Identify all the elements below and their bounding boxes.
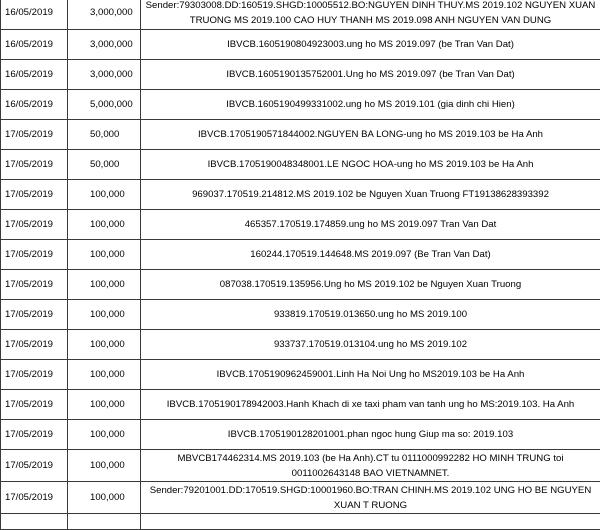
description-cell: Sender:79201001.DD:170519.SHGD:10001960.BO:TRAN CHINH.MS 2019.102 UNG HO BE NGUYEN XUAN T RUONG [141, 482, 600, 514]
table-row [1, 514, 600, 530]
description-cell: IBVCB.1705190048348001.LE NGOC HOA-ung ho MS 2019.103 be Ha Anh [141, 150, 600, 180]
description-cell: 969037.170519.214812.MS 2019.102 be Nguyen Xuan Truong FT19138628393392 [141, 180, 600, 210]
description-cell: 933819.170519.013650.ung ho MS 2019.100 [141, 300, 600, 330]
table-row [1, 150, 600, 180]
date-cell: 17/05/2019 [1, 420, 68, 450]
table-row [1, 180, 600, 210]
amount-cell: 3,000,000 [68, 60, 141, 90]
date-cell: 16/05/2019 [1, 30, 68, 60]
amount-cell: 100,000 [68, 300, 141, 330]
date-cell: 17/05/2019 [1, 270, 68, 300]
amount-cell: 100,000 [68, 180, 141, 210]
date-cell: 16/05/2019 [1, 90, 68, 120]
table-row [1, 60, 600, 90]
description-cell: IBVCB.1605190135752001.Ung ho MS 2019.097 (be Tran Van Dat) [141, 60, 600, 90]
date-cell: 17/05/2019 [1, 150, 68, 180]
description-cell: IBVCB.1605190804923003.ung ho MS 2019.097 (be Tran Van Dat) [141, 30, 600, 60]
amount-cell: 50,000 [68, 150, 141, 180]
date-cell: 17/05/2019 [1, 120, 68, 150]
description-cell: Sender:79303008.DD:160519.SHGD:10005512.BO:NGUYEN DINH THUY.MS 2019.102 NGUYEN XUAN TRUONG MS 2019.100 CAO HUY THANH MS 2019.098 ANH NGUYEN VAN DUNG [141, 0, 600, 30]
amount-cell: 100,000 [68, 360, 141, 390]
amount-cell: 100,000 [68, 270, 141, 300]
amount-cell: 3,000,000 [68, 30, 141, 60]
amount-cell: 100,000 [68, 450, 141, 482]
donation-table-body [1, 0, 600, 530]
amount-cell: 100,000 [68, 420, 141, 450]
date-cell: 16/05/2019 [1, 0, 68, 30]
table-row [1, 270, 600, 300]
description-cell: IBVCB.1705190178942003.Hanh Khach di xe taxi pham van tanh ung ho MS:2019.103. Ha Anh [141, 390, 600, 420]
description-cell: IBVCB.1705190962459001.Linh Ha Noi Ung ho MS2019.103 be Ha Anh [141, 360, 600, 390]
table-row [1, 390, 600, 420]
table-row [1, 240, 600, 270]
amount-cell: 5,000,000 [68, 90, 141, 120]
date-cell: 17/05/2019 [1, 240, 68, 270]
table-row [1, 450, 600, 482]
amount-cell: 100,000 [68, 482, 141, 514]
table-row [1, 210, 600, 240]
date-cell: 17/05/2019 [1, 330, 68, 360]
description-cell: IBVCB.1605190499331002.ung ho MS 2019.101 (gia dinh chi Hien) [141, 90, 600, 120]
date-cell: 17/05/2019 [1, 180, 68, 210]
description-cell: 160244.170519.144648.MS 2019.097 (Be Tran Van Dat) [141, 240, 600, 270]
amount-cell [68, 514, 141, 530]
date-cell: 17/05/2019 [1, 300, 68, 330]
table-row [1, 300, 600, 330]
amount-cell: 100,000 [68, 390, 141, 420]
table-row [1, 482, 600, 514]
date-cell: 17/05/2019 [1, 390, 68, 420]
date-cell [1, 514, 68, 530]
table-row [1, 420, 600, 450]
table-row [1, 120, 600, 150]
description-cell: MBVCB174462314.MS 2019.103 (be Ha Anh).CT tu 0111000992282 HO MINH TRUNG toi 0011002643148 BAO VIETNAMNET. [141, 450, 600, 482]
table-row [1, 0, 600, 30]
description-cell [141, 514, 600, 530]
date-cell: 16/05/2019 [1, 60, 68, 90]
date-cell: 17/05/2019 [1, 482, 68, 514]
description-cell: 465357.170519.174859.ung ho MS 2019.097 Tran Van Dat [141, 210, 600, 240]
table-row [1, 30, 600, 60]
table-row [1, 90, 600, 120]
date-cell: 17/05/2019 [1, 210, 68, 240]
table-row [1, 360, 600, 390]
date-cell: 17/05/2019 [1, 360, 68, 390]
amount-cell: 3,000,000 [68, 0, 141, 30]
amount-cell: 100,000 [68, 210, 141, 240]
amount-cell: 100,000 [68, 330, 141, 360]
amount-cell: 100,000 [68, 240, 141, 270]
description-cell: 933737.170519.013104.ung ho MS 2019.102 [141, 330, 600, 360]
date-cell: 17/05/2019 [1, 450, 68, 482]
table-row [1, 330, 600, 360]
description-cell: IBVCB.1705190128201001.phan ngoc hung Giup ma so: 2019.103 [141, 420, 600, 450]
description-cell: IBVCB.1705190571844002.NGUYEN BA LONG-ung ho MS 2019.103 be Ha Anh [141, 120, 600, 150]
description-cell: 087038.170519.135956.Ung ho MS 2019.102 be Nguyen Xuan Truong [141, 270, 600, 300]
amount-cell: 50,000 [68, 120, 141, 150]
